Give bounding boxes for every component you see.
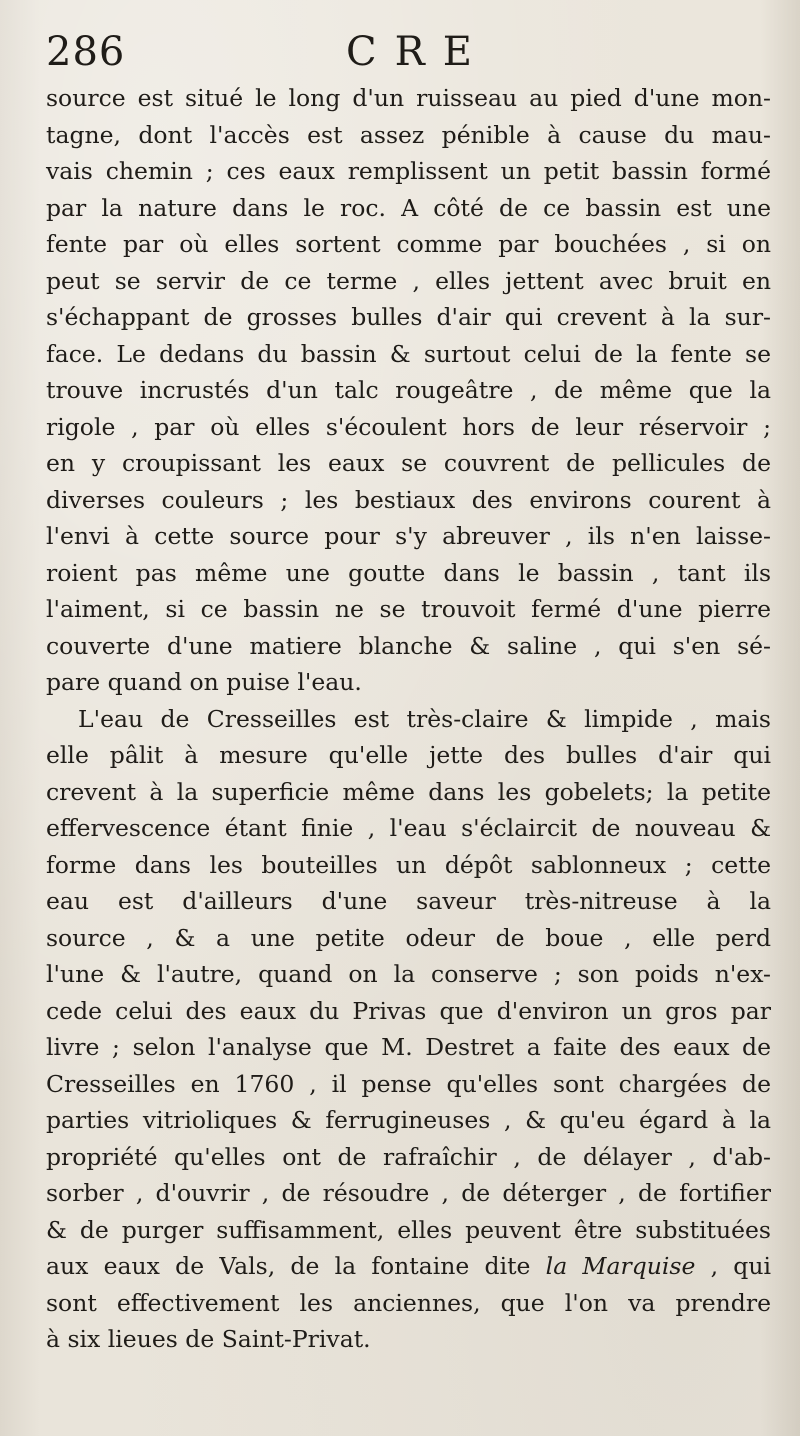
text-line: source , & a une petite odeur de boue , elle perd: [46, 923, 771, 952]
text-line: sont effectivement les anciennes, que l'on va prendre: [46, 1288, 771, 1317]
text-line: couverte d'une matiere blanche & saline , qui s'en sé-: [46, 631, 771, 660]
text-line: Cresseilles en 1760 , il pense qu'elles sont chargées de: [46, 1069, 771, 1098]
text-line: s'échappant de grosses bulles d'air qui crevent à la sur-: [46, 303, 771, 331]
text-line: livre ; selon l'analyse que M. Destret a faite des eaux de: [46, 1033, 771, 1061]
italic-title: la Marquise: [545, 1252, 696, 1280]
paragraph-1: [46, 80, 771, 701]
text-line: l'envi à cette source pour s'y abreuver , ils n'en laisse-: [46, 522, 771, 550]
text-line: effervescence étant finie , l'eau s'éclaircit de nouveau &: [46, 814, 771, 842]
text-line: en y croupissant les eaux se couvrent de pellicules de: [46, 449, 771, 477]
text-line: trouve incrustés d'un talc rougeâtre , de même que la: [46, 376, 771, 404]
text-line: crevent à la superficie même dans les gobelets; la petite: [46, 777, 771, 806]
page-header: [46, 28, 760, 88]
text-line-with-italic: [46, 1248, 771, 1285]
text-line: vais chemin ; ces eaux remplissent un petit bassin formé: [46, 157, 771, 185]
body-text: [46, 80, 771, 1358]
text-line: rigole , par où elles s'écoulent hors de leur réservoir ;: [46, 412, 771, 441]
text-line: diverses couleurs ; les bestiaux des environs courent à: [46, 485, 771, 514]
text-line: l'une & l'autre, quand on la conserve ; son poids n'ex-: [46, 960, 771, 988]
text-line: l'aiment, si ce bassin ne se trouvoit fermé d'une pierre: [46, 595, 771, 623]
text-line: pare quand on puise l'eau.: [46, 668, 362, 696]
text-line: fente par où elles sortent comme par bouchées , si on: [46, 230, 771, 258]
text-line: cede celui des eaux du Privas que d'environ un gros par: [46, 996, 771, 1025]
text-line: tagne, dont l'accès est assez pénible à cause du mau-: [46, 120, 771, 149]
text-line: elle pâlit à mesure qu'elle jette des bulles d'air qui: [46, 741, 771, 769]
text-line: à six lieues de Saint-Privat.: [46, 1325, 371, 1353]
text-line: eau est d'ailleurs d'une saveur très-nitreuse à la: [46, 887, 771, 915]
text-line: & de purger suffisamment, elles peuvent être substituées: [46, 1215, 771, 1244]
text-line: forme dans les bouteilles un dépôt sablonneux ; cette: [46, 850, 771, 879]
text-span: aux eaux de Vals, de la fontaine dite: [46, 1252, 546, 1280]
text-line: par la nature dans le roc. A côté de ce bassin est une: [46, 193, 771, 222]
text-line: face. Le dedans du bassin & surtout celui de la fente se: [46, 339, 771, 368]
page-number: 286: [46, 29, 126, 75]
text-span: , qui: [695, 1252, 771, 1280]
text-line: roient pas même une goutte dans le bassin , tant ils: [46, 558, 771, 587]
paragraph-2: [46, 701, 771, 1358]
text-line: sorber , d'ouvrir , de résoudre , de déterger , de fortifier: [46, 1179, 771, 1207]
text-line: propriété qu'elles ont de rafraîchir , de délayer , d'ab-: [46, 1142, 771, 1171]
text-line: peut se servir de ce terme , elles jettent avec bruit en: [46, 266, 771, 295]
text-line: source est situé le long d'un ruisseau au pied d'une mon-: [46, 84, 771, 112]
text-line: parties vitrioliques & ferrugineuses , & qu'eu égard à la: [46, 1106, 771, 1134]
running-head: CRE: [346, 29, 490, 75]
text-line: L'eau de Cresseilles est très-claire & limpide , mais: [78, 704, 771, 733]
